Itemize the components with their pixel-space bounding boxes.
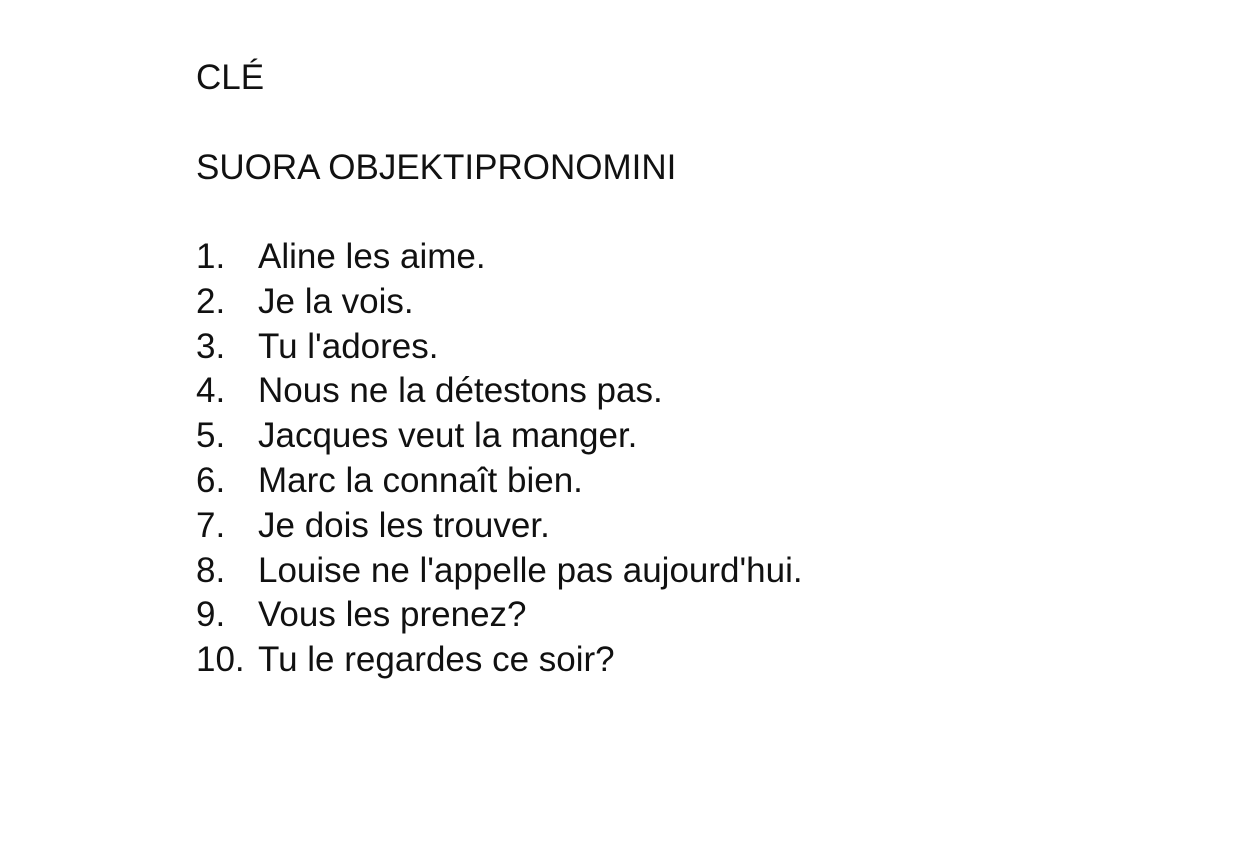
answer-number: 8. bbox=[196, 550, 226, 590]
answer-number: 1. bbox=[196, 237, 226, 276]
answer-text: Nous ne la détestons pas. bbox=[258, 371, 663, 411]
answer-text: Tu l'adores. bbox=[258, 326, 439, 366]
answer-text: Aline les aime. bbox=[258, 237, 486, 276]
answer-text: Tu le regardes ce soir? bbox=[258, 640, 615, 680]
answer-item bbox=[196, 325, 1196, 370]
answer-number: 9. bbox=[196, 595, 226, 635]
answer-item bbox=[196, 414, 1196, 459]
answer-number: 6. bbox=[196, 460, 226, 500]
answer-text: Je la vois. bbox=[258, 281, 414, 321]
answer-item bbox=[196, 235, 1196, 280]
answer-item bbox=[196, 549, 1196, 594]
answer-number: 10. bbox=[196, 640, 245, 680]
answer-number: 2. bbox=[196, 281, 226, 321]
answer-number: 4. bbox=[196, 371, 226, 411]
answer-item bbox=[196, 504, 1196, 549]
answer-item bbox=[196, 280, 1196, 325]
answer-text: Louise ne l'appelle pas aujourd'hui. bbox=[258, 550, 803, 590]
answer-text: Jacques veut la manger. bbox=[258, 416, 638, 456]
document-header: CLÉ bbox=[196, 58, 265, 97]
answer-text: Je dois les trouver. bbox=[258, 505, 550, 545]
answer-number: 5. bbox=[196, 416, 226, 456]
document-title: SUORA OBJEKTIPRONOMINI bbox=[196, 148, 677, 187]
answer-number: 3. bbox=[196, 326, 226, 366]
document-page bbox=[196, 56, 1196, 683]
answer-item bbox=[196, 369, 1196, 414]
answer-text: Marc la connaît bien. bbox=[258, 460, 583, 500]
answer-text: Vous les prenez? bbox=[258, 595, 527, 635]
answer-number: 7. bbox=[196, 505, 226, 545]
answer-item bbox=[196, 593, 1196, 638]
answer-item bbox=[196, 459, 1196, 504]
answer-item bbox=[196, 638, 1196, 683]
answer-list bbox=[196, 235, 1196, 683]
